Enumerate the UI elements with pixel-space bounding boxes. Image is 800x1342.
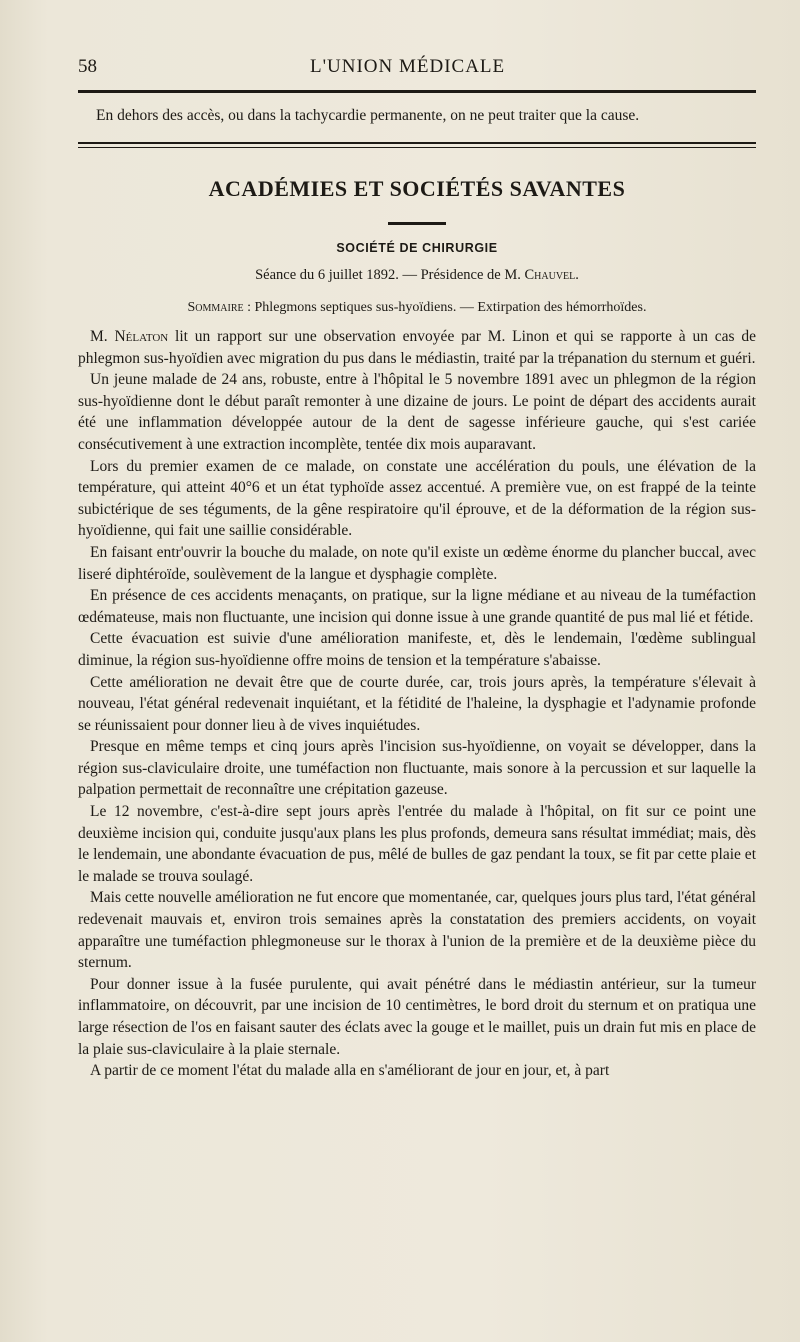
page-header <box>78 56 756 90</box>
paragraph: Cette évacuation est suivie d'une amélioration manifeste, et, dès le lendemain, l'œdème sublingual diminue, la région sus-hyoïdienne offre moins de tension et la température s'abaisse. <box>78 630 756 669</box>
paragraph: Cette amélioration ne devait être que de courte durée, car, trois jours après, la température s'élevait à nouveau, l'état général redevenait inquiétant, et la fétidité de l'haleine, la dysphagie et l'adynamie profonde se réunissaient pour donner lieu à de vives inquiétudes. <box>78 673 756 734</box>
paragraph: Presque en même temps et cinq jours après l'incision sus-hyoïdienne, on voyait se développer, dans la région sus-claviculaire droite, une tuméfaction non fluctuante, mais sonore à la percussion et sur laquelle la palpation permettait de reconnaître une crépitation gazeuse. <box>78 738 756 799</box>
paragraph-lead: M. <box>90 328 115 345</box>
paragraph: A partir de ce moment l'état du malade alla en s'améliorant de jour en jour, et, à part <box>90 1062 610 1080</box>
page-number: 58 <box>78 56 97 77</box>
society-heading: SOCIÉTÉ DE CHIRURGIE <box>336 241 498 255</box>
paragraph: En faisant entr'ouvrir la bouche du malade, on note qu'il existe un œdème énorme du plancher buccal, avec liseré diphtéroïde, soulèvement de la langue et dysphagie complète. <box>78 543 756 583</box>
running-title: L'UNION MÉDICALE <box>310 56 506 77</box>
paragraph: Le 12 novembre, c'est-à-dire sept jours après l'entrée du malade à l'hôpital, on fit sur ce point une deuxième incision qui, conduite jusqu'aux plans les plus profonds, demeura sans résultat immédiat; mais, dès le lendemain, une abondante évacuation de pus, mêlé de bulles de gaz pendant la toux, se fit par cette plaie et le malade se trouva soulagé. <box>78 803 756 885</box>
paragraph: Lors du premier examen de ce malade, on constate une accélération du pouls, une élévation de la température, qui atteint 40°6 et un état typhoïde assez accentué. A première vue, on est frappé de la teinte subictérique de ses téguments, de la gêne respiratoire qu'il éprouve, et de la déformation de la région sus-hyoïdienne, qui fait une saillie considérable. <box>78 457 756 540</box>
paragraph <box>78 326 756 369</box>
paragraph: Pour donner issue à la fusée purulente, qui avait pénétré dans le médiastin antérieur, sur la tumeur inflammatoire, on découvrit, par une incision de 10 centimètres, le bord droit du sternum et on pratiqua une large résection de l'os en faisant sauter des éclats avec la gouge et le maillet, puis un drain fut mis en place de la plaie sus-claviculaire à la plaie sternale. <box>78 975 756 1058</box>
header-rule <box>78 90 756 93</box>
article-body <box>78 326 756 1082</box>
section-title: ACADÉMIES ET SOCIÉTÉS SAVANTES <box>208 176 626 201</box>
summary-line <box>78 300 756 316</box>
title-underline <box>388 222 446 225</box>
summary-text: : Phlegmons septiques sus-hyoïdiens. — Extirpation des hémorrhoïdes. <box>243 300 647 315</box>
session-line <box>78 267 756 284</box>
speaker-name: Nélaton <box>114 328 169 345</box>
session-text: Séance du 6 juillet 1892. — Présidence de M. <box>255 267 525 283</box>
intro-paragraph: En dehors des accès, ou dans la tachycardie permanente, on ne peut traiter que la cause. <box>96 107 640 124</box>
summary-label: Sommaire <box>187 300 244 315</box>
section-separator <box>78 142 756 148</box>
paragraph: En présence de ces accidents menaçants, on pratique, sur la ligne médiane et au niveau de la tuméfaction œdémateuse, mais non fluctuante, une incision qui donne issue à une grande quantité de pus mal lié et fétide. <box>78 587 756 626</box>
paragraph: Un jeune malade de 24 ans, robuste, entre à l'hôpital le 5 novembre 1891 avec un phlegmon de la région sus-hyoïdienne dont le début paraît remonter à une dizaine de jours. Le point de départ des accidents aurait été une inflammation développée autour de la dent de sagesse inférieure gauche, qui s'est cariée consécutivement à une extraction incomplète, tentée dix mois auparavant. <box>78 371 756 453</box>
paragraph-text: lit un rapport sur une observation envoyée par M. Linon et qui se rapporte à un cas de phlegmon sus-hyoïdien avec migration du pus dans le médiastin, traité par la trépanation du sternum et guéri. <box>78 328 756 367</box>
president-name: Chauvel. <box>524 267 579 283</box>
paragraph: Mais cette nouvelle amélioration ne fut encore que momentanée, car, quelques jours plus tard, l'état général redevenait mauvais et, environ trois semaines après la constatation des premiers accidents, on voyait apparaître une tuméfaction phlegmoneuse sur le thorax à l'union de la première et de la deuxième pièce du sternum. <box>78 889 756 972</box>
